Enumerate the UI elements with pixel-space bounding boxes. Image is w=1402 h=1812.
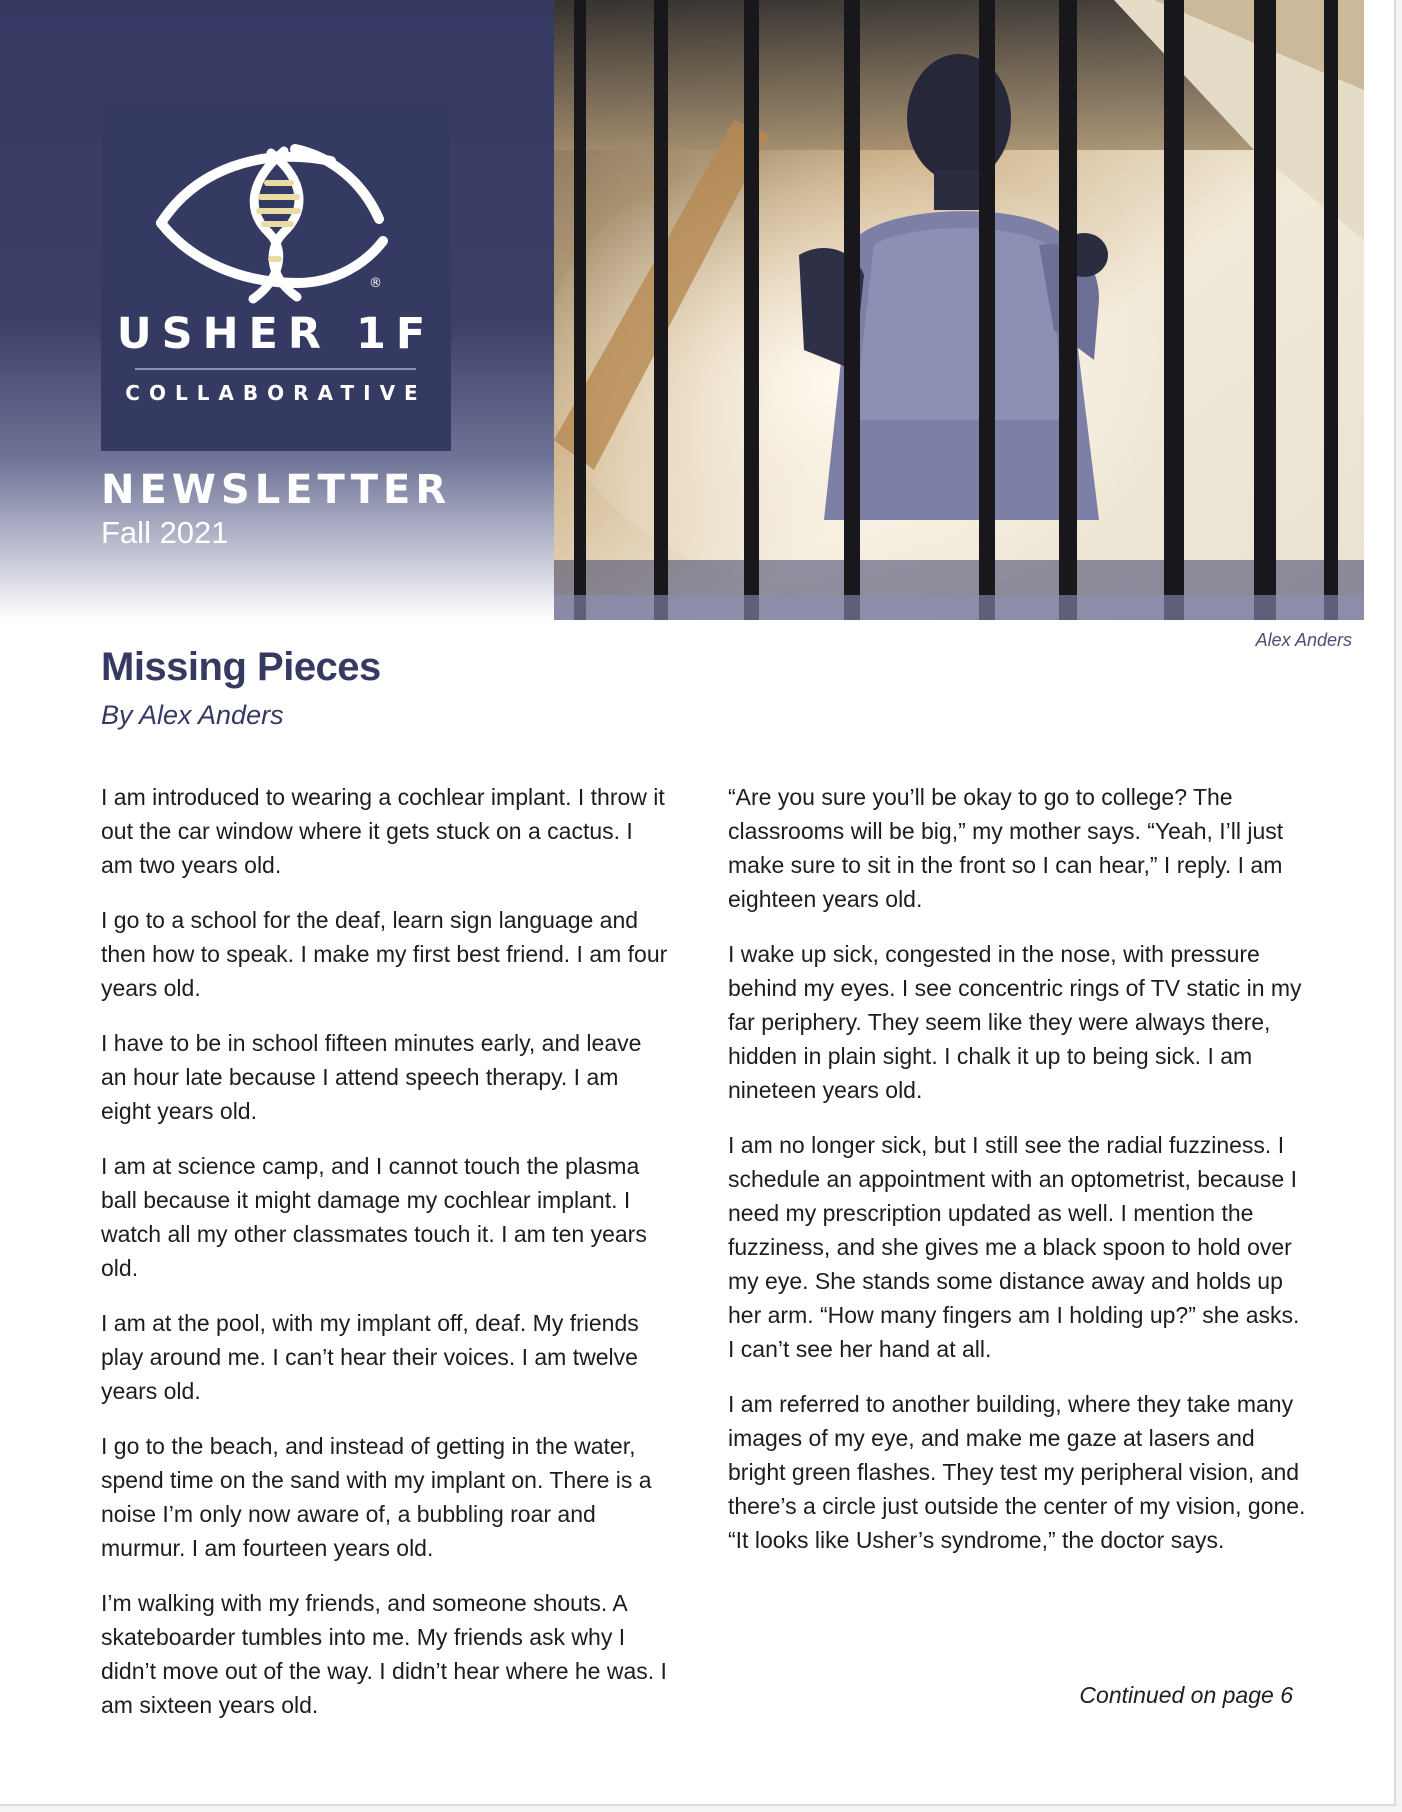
paragraph: I’m walking with my friends, and someone shouts. A skateboarder tumbles into me. My friends ask why I didn’t move out of the way. I didn’t hear where he was. I am sixteen years old. [101,1590,667,1718]
cover-photo [554,0,1364,620]
paragraph: I am introduced to wearing a cochlear implant. I throw it out the car window where it gets stuck on a cactus. I am two years old. [101,784,665,878]
person-behind-bars-image [554,0,1364,620]
article-column-left [101,780,671,1743]
article-byline: By Alex Anders [101,700,284,730]
registered-mark: ® [369,276,382,291]
brand-subtitle: COLLABORATIVE [125,381,427,405]
paragraph: I go to a school for the deaf, learn sign language and then how to speak. I make my first best friend. I am four years old. [101,907,668,1001]
newsletter-title: NEWSLETTER [101,467,452,513]
paragraph: I have to be in school fifteen minutes early, and leave an hour late because I attend speech therapy. I am eight years old. [101,1030,642,1124]
paragraph: I go to the beach, and instead of getting in the water, spend time on the sand with my implant on. There is a noise I’m only now aware of, a bubbling roar and murmur. I am fourteen years old. [101,1433,652,1561]
brand-name: USHER 1F [116,309,436,359]
paragraph: I am at the pool, with my implant off, deaf. My friends play around me. I can’t hear their voices. I am twelve years old. [101,1310,639,1404]
paragraph: “Are you sure you’ll be okay to go to college? The classrooms will be big,” my mother says. “Yeah, I’ll just make sure to sit in the front so I can hear,” I reply. I am eighteen years old. [728,784,1284,912]
article-title: Missing Pieces [101,645,381,689]
brand-divider [135,368,416,370]
paragraph: I am no longer sick, but I still see the radial fuzziness. I schedule an appointment with an optometrist, because I need my prescription updated as well. I mention the fuzziness, and she gives me a black spoon to hold over my eye. She stands some distance away and holds up her arm. “How many fingers am I holding up?” she asks. I can’t see her hand at all. [728,1132,1300,1362]
header-band [0,0,554,620]
logo [101,101,451,451]
photo-credit: Alex Anders [1255,630,1352,650]
paragraph: I am referred to another building, where they take many images of my eye, and make me gaze at lasers and bright green flashes. They test my peripheral vision, and there’s a circle just outside the center of my vision, gone. “It looks like Usher’s syndrome,” the doctor says. [728,1391,1306,1553]
newsletter-season: Fall 2021 [101,515,229,550]
paragraph: I wake up sick, congested in the nose, with pressure behind my eyes. I see concentric rings of TV static in my far periphery. They seem like they were always there, hidden in plain sight. I chalk it up to being sick. I am nineteen years old. [728,941,1302,1103]
paragraph: I am at science camp, and I cannot touch the plasma ball because it might damage my cochlear implant. I watch all my other classmates touch it. I am ten years old. [101,1153,647,1281]
continued-note: Continued on page 6 [1079,1682,1293,1708]
article-column-right [728,780,1308,1578]
